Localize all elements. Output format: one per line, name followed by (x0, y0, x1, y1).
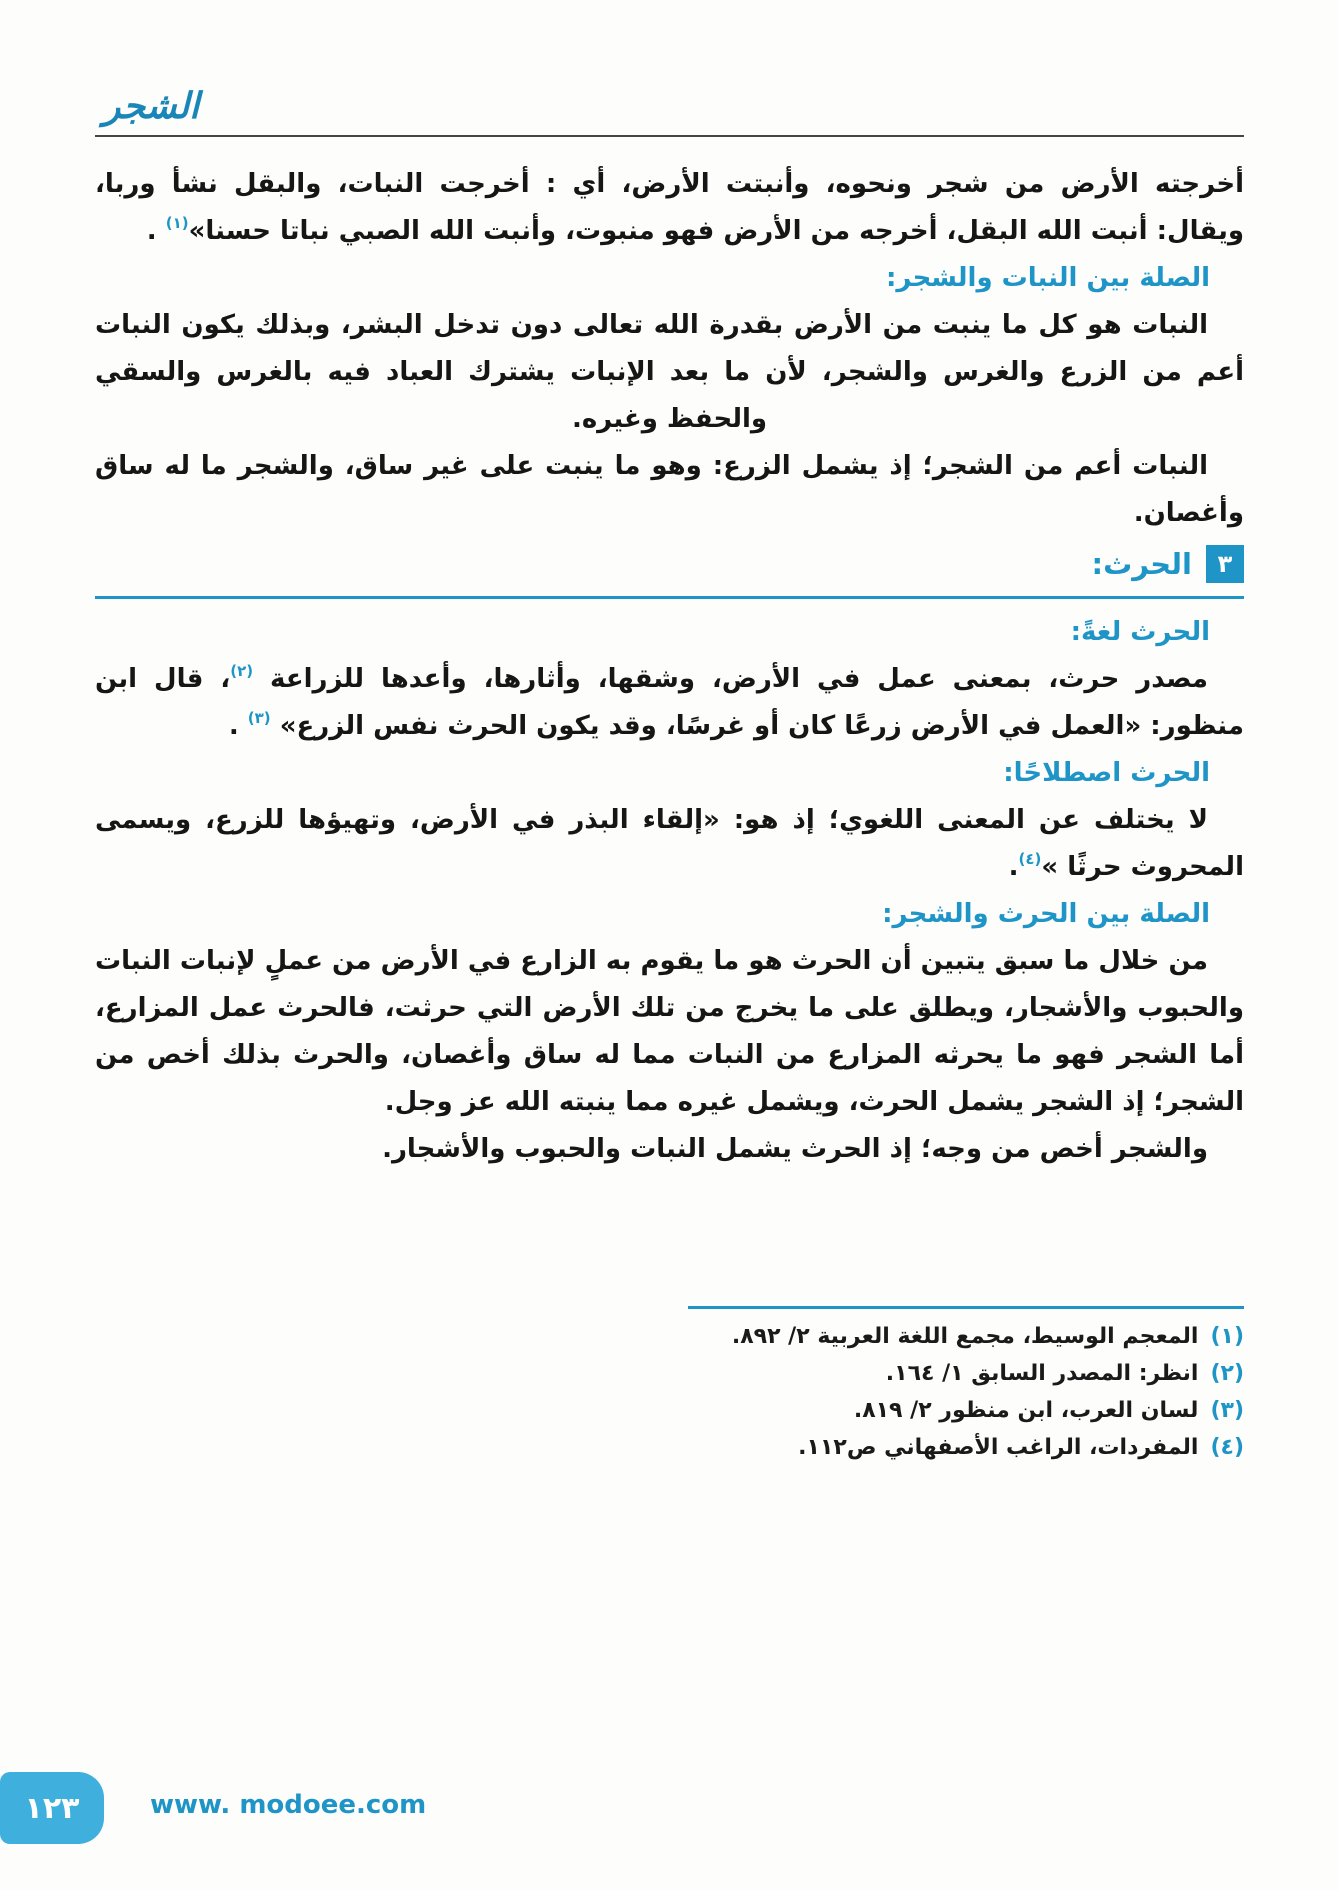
footnote-number: (٤) (1210, 1435, 1244, 1460)
paragraph-text: . (146, 216, 166, 247)
page-number-tab (0, 1772, 104, 1844)
section-rule (95, 596, 1244, 599)
footnote-text: انظر: المصدر السابق ١/ ١٦٤. (885, 1361, 1199, 1386)
heading-silah-nabat-shajar: الصلة بين النبات والشجر: (886, 263, 1210, 294)
footnote-number: (١) (1210, 1324, 1244, 1349)
paragraph-text: . (228, 711, 248, 742)
header-rule (95, 135, 1244, 137)
footnotes-section (95, 1306, 1244, 1466)
paragraph-text: لا يختلف عن المعنى اللغوي؛ إذ هو: «إلقاء البذر في الأرض، وتهيؤها للزرع، ويسمى المحروث حرثًا » (95, 805, 1244, 883)
footnote-ref-4: (٤) (1018, 849, 1042, 868)
footnote-text: المفردات، الراغب الأصفهاني ص١١٢. (798, 1435, 1199, 1460)
page-header (95, 86, 1244, 137)
footnote-ref-1: (١) (165, 213, 189, 232)
paragraph-text: مصدر حرث، بمعنى عمل في الأرض، وشقها، وأثارها، وأعدها للزراعة (253, 664, 1208, 695)
footnote-text: لسان العرب، ابن منظور ٢/ ٨١٩. (853, 1398, 1199, 1423)
paragraph-shajar-akhass: والشجر أخص من وجه؛ إذ الحرث يشمل النبات والحبوب والأشجار. (382, 1134, 1208, 1165)
running-head-title: الشجر (103, 86, 200, 127)
paragraph-harth-lugha (95, 656, 1244, 750)
heading-harth-istilah: الحرث اصطلاحًا: (1003, 758, 1210, 789)
paragraph-text: أخرجته الأرض من شجر ونحوه، وأنبتت الأرض، أي : أخرجت النبات، والبقل نشأ وربا، ويقال: أنبت الله البقل، أخرجه من الأرض فهو منبوت، وأنبت الله الصبي نباتا حسنا» (95, 169, 1244, 247)
footnote-text: المعجم الوسيط، مجمع اللغة العربية ٢/ ٨٩٢. (731, 1324, 1199, 1349)
paragraph-text: ، قال ابن منظور: «العمل في الأرض زرعًا كان أو غرسًا، وقد يكون الحرث نفس الزرع» (95, 664, 1244, 742)
section-header-harth (95, 545, 1244, 583)
paragraph-text: . (1008, 852, 1019, 883)
paragraph-nabat-meaning: النبات هو كل ما ينبت من الأرض بقدرة الله تعالى دون تدخل البشر، وبذلك يكون النبات أعم من الزرع والغرس والشجر، لأن ما بعد الإنبات يشترك العباد فيه بالغرس والسقي والحفظ وغيره. (95, 310, 1244, 435)
footnote-item (95, 1392, 1244, 1429)
page-content (95, 86, 1244, 1173)
footnote-number: (٣) (1210, 1398, 1244, 1423)
footnote-item (95, 1318, 1244, 1355)
paragraph-harth-istilah (95, 797, 1244, 891)
footnote-number: (٢) (1210, 1361, 1244, 1386)
page-number: ١٢٣ (24, 1790, 80, 1826)
website-link[interactable]: www. modoee.com (150, 1790, 427, 1820)
footnote-item (95, 1429, 1244, 1466)
paragraph-nabat-aam: النبات أعم من الشجر؛ إذ يشمل الزرع: وهو ما ينبت على غير ساق، والشجر ما له ساق وأغصان. (95, 451, 1244, 529)
footnote-item (95, 1355, 1244, 1392)
heading-harth-lugha: الحرث لغةً: (1070, 617, 1210, 648)
paragraph-inbat-definition (95, 161, 1244, 255)
section-title: الحرث: (1091, 547, 1192, 582)
page-body (95, 161, 1244, 1173)
footnote-ref-2: (٢) (230, 661, 254, 680)
paragraph-silah-harth-shajar: من خلال ما سبق يتبين أن الحرث هو ما يقوم به الزارع في الأرض من عملٍ لإنبات النبات والحبوب والأشجار، ويطلق على ما يخرج من تلك الأرض التي حرثت، فالحرث عمل المزارع، أما الشجر فهو ما يحرثه المزارع من النبات مما له ساق وأغصان، والحرث بذلك أخص من الشجر؛ إذ الشجر يشمل الحرث، ويشمل غيره مما ينبته الله عز وجل. (95, 946, 1244, 1118)
footnote-ref-3: (٣) (247, 708, 271, 727)
section-number-badge: ٣ (1206, 545, 1244, 583)
footnote-separator-rule (688, 1306, 1244, 1309)
heading-silah-harth-shajar: الصلة بين الحرث والشجر: (882, 899, 1210, 930)
